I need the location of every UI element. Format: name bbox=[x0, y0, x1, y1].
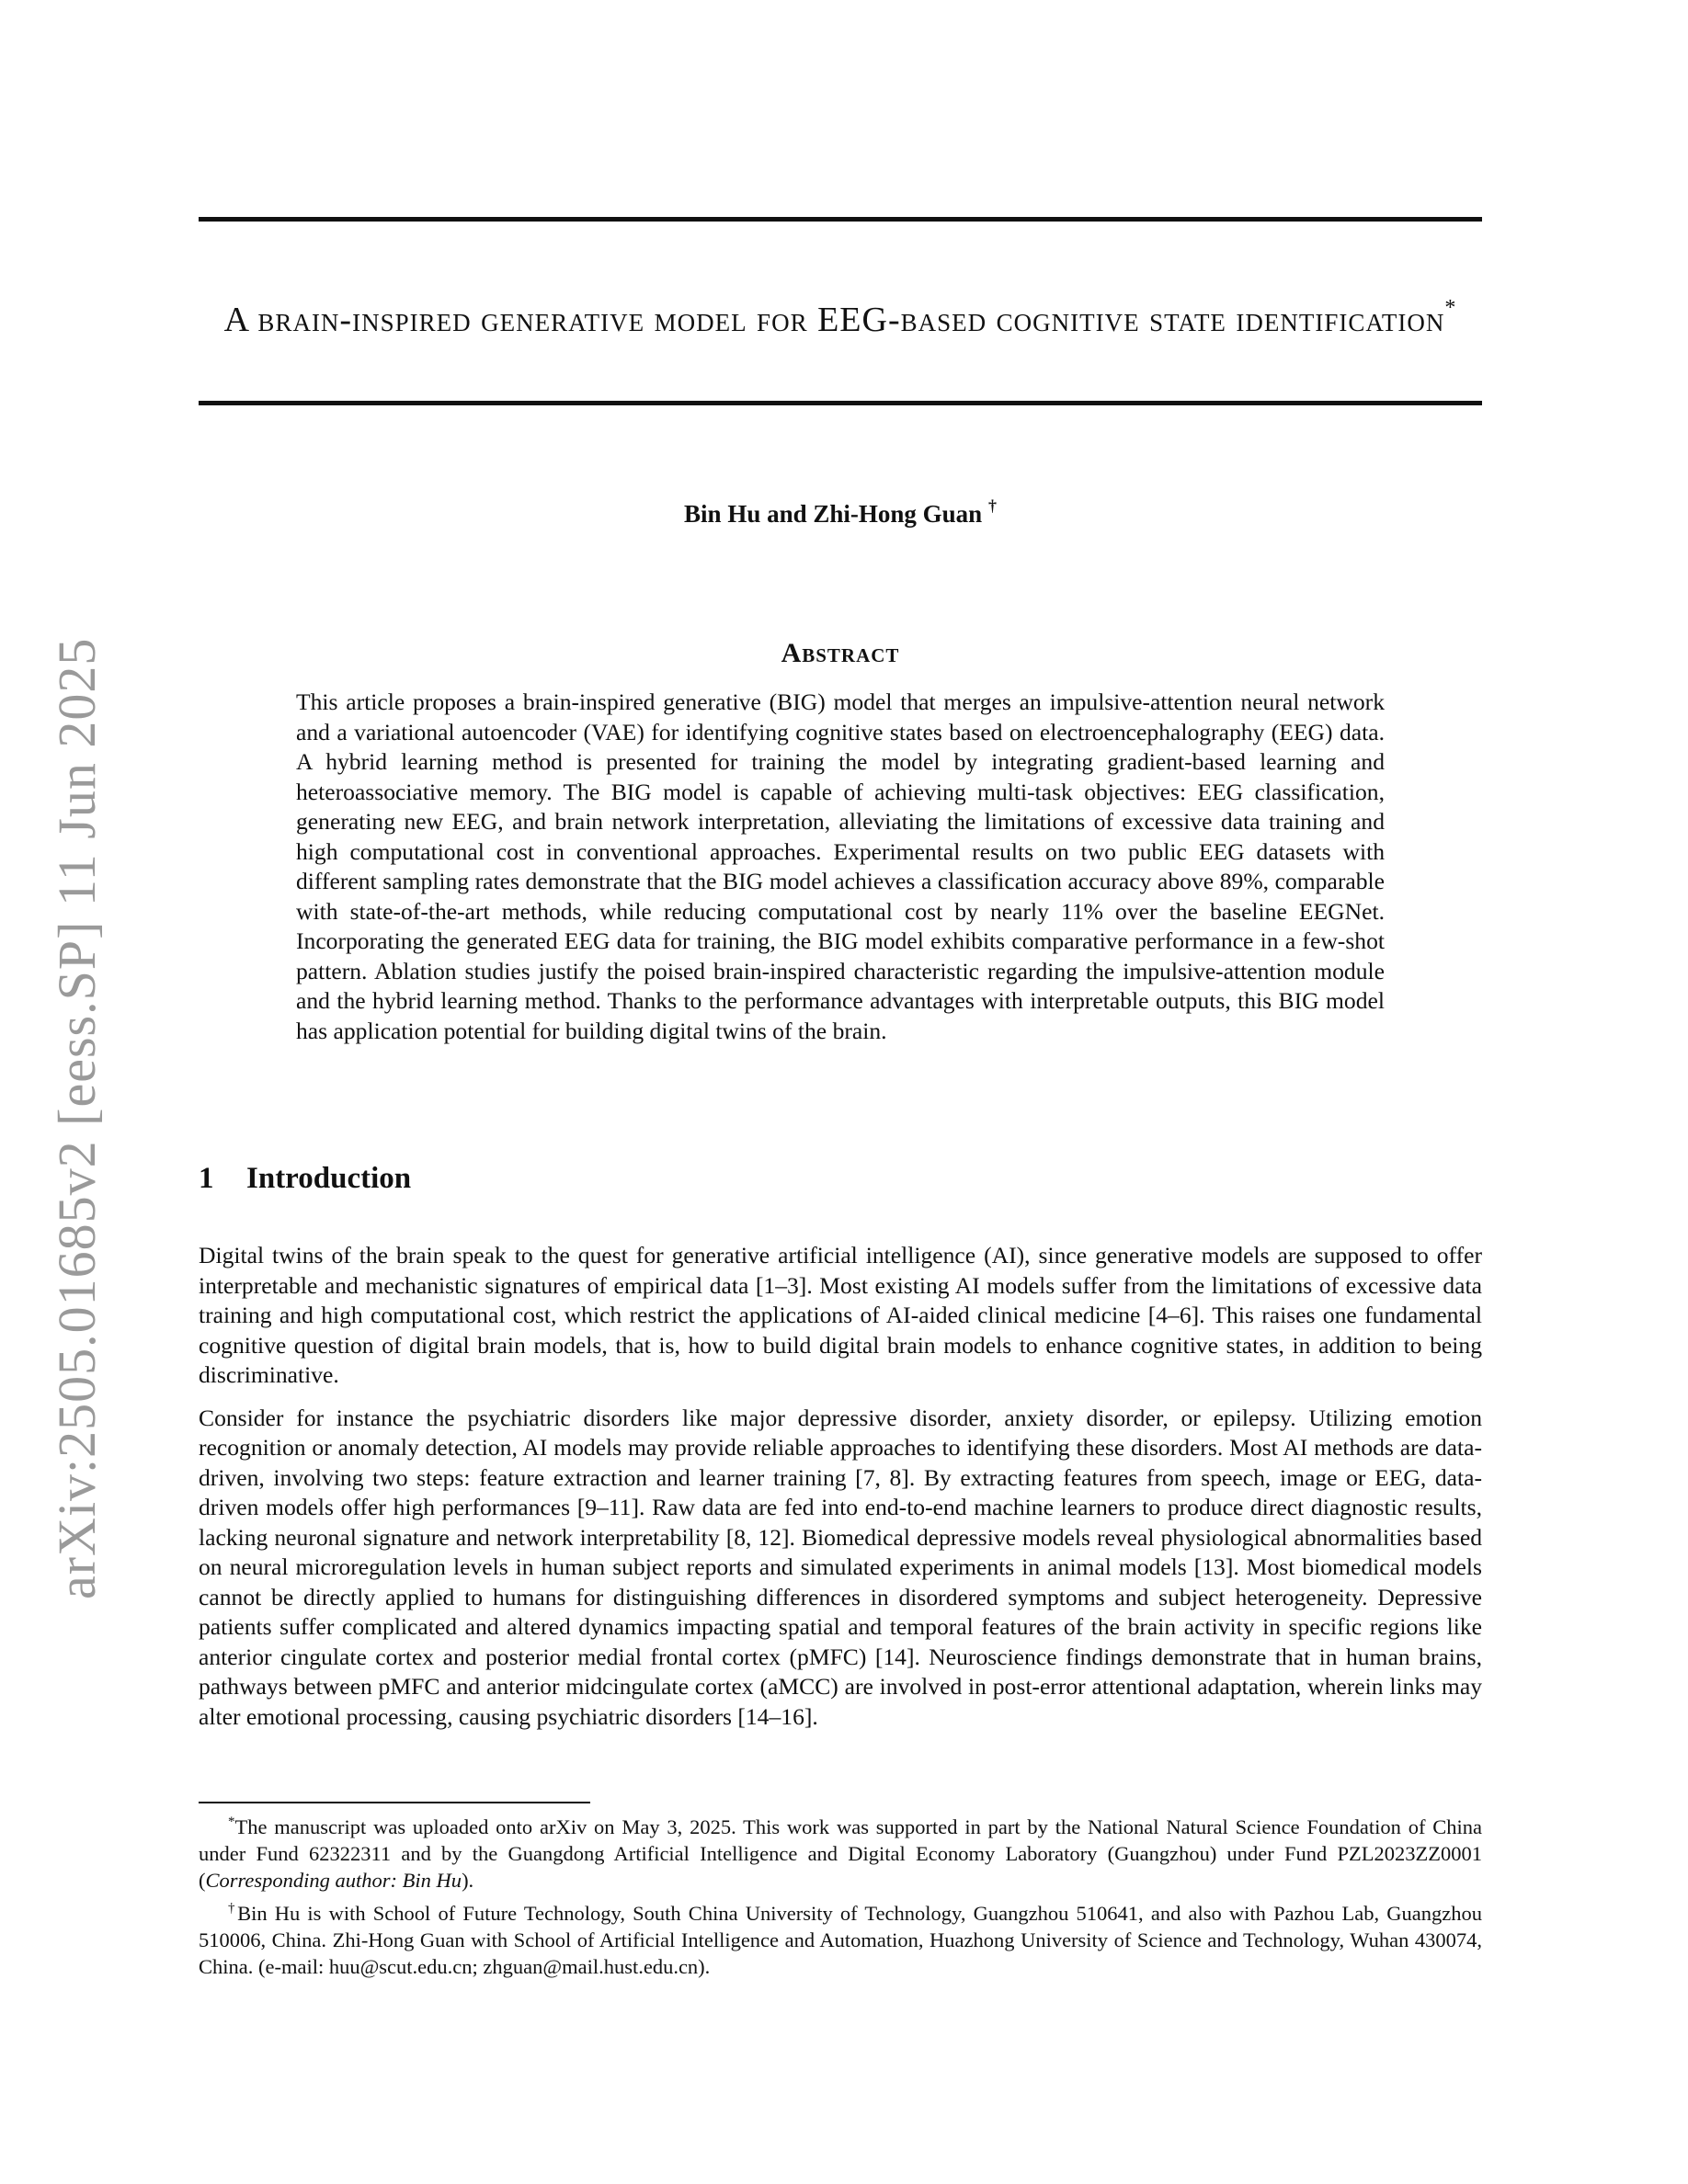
intro-paragraph: Digital twins of the brain speak to the quest for generative artificial intelligence (AI), since generative models are supposed to offer interpretable and mechanistic signatures of empirical data [1–3]. Most existing AI models suffer from the limitations of excessive data training and high computational cost, which restrict the applications of AI-aided clinical medicine [4–6]. This raises one fundamental cognitive question of digital brain models, that is, how to build digital brain models to enhance cognitive states, in addition to being discriminative. bbox=[199, 1242, 1482, 1388]
footnote-tail: ). bbox=[462, 1869, 474, 1892]
abstract-heading: Abstract bbox=[781, 638, 900, 668]
footnote-mark: † bbox=[228, 1901, 238, 1916]
intro-paragraph: Consider for instance the psychiatric disorders like major depressive disorder, anxiety disorder, or epilepsy. Utilizing emotion recognition or anomaly detection, AI models may provide reliable approaches to identifying these disorders. Most AI methods are data-driven, involving two steps: feature extraction and learner training [7, 8]. By extracting features from speech, image or EEG, data-driven models offer high performances [9–11]. Raw data are fed into end-to-end machine learners to produce direct diagnostic results, lacking neuronal signature and network interpretability [8, 12]. Biomedical depressive models reveal physiological abnormalities based on neural microregulation levels in human subject reports and simulated experiments in animal models [13]. Most biomedical models cannot be directly applied to humans for distinguishing differences in disordered symptoms and subject heterogeneity. Depressive patients suffer complicated and altered dynamics impacting spatial and temporal features of the brain activity in specific regions like anterior cingulate cortex and posterior medial frontal cortex (pMFC) [14]. Neuroscience findings demonstrate that in human brains, pathways between pMFC and anterior midcingulate cortex (aMCC) are involved in post-error attentional adaptation, wherein links may alter emotional processing, causing psychiatric disorders [14–16]. bbox=[199, 1404, 1482, 1730]
footnote-2 bbox=[199, 1895, 1482, 1980]
abstract-body: This article proposes a brain-inspired generative (BIG) model that merges an impulsive-attention neural network and a variational autoencoder (VAE) for identifying cognitive states based on electroencephalography (EEG) data. A hybrid learning method is presented for training the model by integrating gradient-based learning and heteroassociative memory. The BIG model is capable of achieving multi-task objectives: EEG classification, generating new EEG, and brain network interpretation, alleviating the limitations of excessive data training and high computational cost in conventional approaches. Experimental results on two public EEG datasets with different sampling rates demonstrate that the BIG model achieves a classification accuracy above 89%, comparable with state-of-the-art methods, while reducing computational cost by nearly 11% over the baseline EEGNet. Incorporating the generated EEG data for training, the BIG model exhibits comparative performance in a few-shot pattern. Ablation studies justify the poised brain-inspired characteristic regarding the impulsive-attention module and the hybrid learning method. Thanks to the performance advantages with interpretable outputs, this BIG model has application potential for building digital twins of the brain. bbox=[296, 688, 1385, 1044]
footnote-rule bbox=[199, 1802, 590, 1803]
introduction-body bbox=[199, 1241, 1482, 1745]
footnotes bbox=[199, 1809, 1482, 1982]
footnote-text: The manuscript was uploaded onto arXiv on May 3, 2025. This work was supported in part by the National Natural Science Foundation of China under Fund 62322311 and by the Guangdong Artificial Intelligence and Digital Economy Laboratory (Guangzhou) under Fund PZL2023ZZ0001 ( bbox=[199, 1815, 1482, 1892]
title-bottom-rule bbox=[199, 401, 1482, 405]
footnote-1 bbox=[199, 1809, 1482, 1894]
title-top-rule bbox=[199, 217, 1482, 222]
author-line bbox=[199, 496, 1482, 529]
footnote-mark: * bbox=[228, 1814, 235, 1829]
arxiv-identifier-stamp: arXiv:2505.01685v2 [eess.SP] 11 Jun 2025 bbox=[47, 637, 107, 1599]
authors-text: Bin Hu and Zhi-Hong Guan bbox=[684, 500, 983, 528]
paper-title bbox=[199, 282, 1482, 346]
paper-title-text: A brain-inspired generative model for EEG-based cognitive state identification bbox=[223, 301, 1445, 340]
footnote-emphasis: Corresponding author: Bin Hu bbox=[205, 1869, 462, 1892]
footnote-text: Bin Hu is with School of Future Technology, South China University of Technology, Guangzhou 510641, and also with Pazhou Lab, Guangzhou 510006, China. Zhi-Hong Guan with School of Artificial Intelligence and Automation, Huazhong University of Science and Technology, Wuhan 430074, China. (e-mail: huu@scut.edu.cn; zhguan@mail.hust.edu.cn). bbox=[199, 1902, 1483, 1978]
section-heading-introduction bbox=[199, 1162, 411, 1196]
title-footnote-mark: * bbox=[1444, 296, 1457, 321]
section-title: Introduction bbox=[246, 1162, 412, 1195]
section-number: 1 bbox=[199, 1162, 214, 1195]
author-footnote-mark: † bbox=[987, 496, 997, 515]
